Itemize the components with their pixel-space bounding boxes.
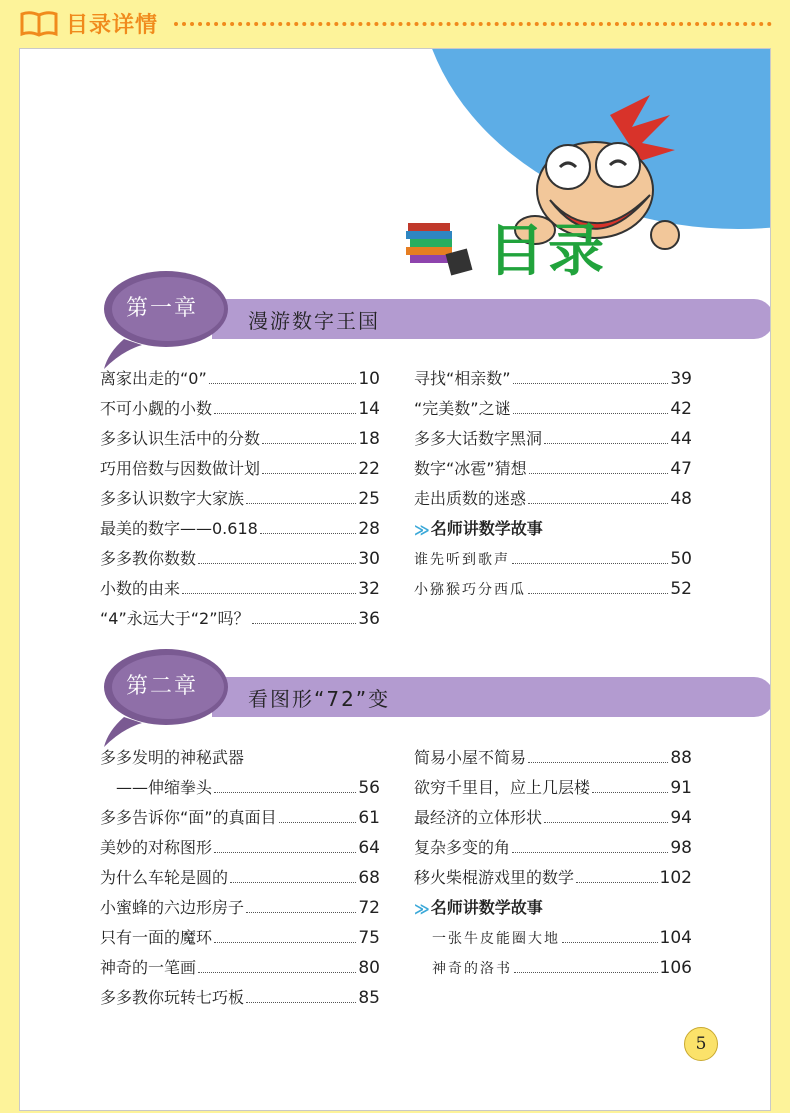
toc-entry[interactable]: 最经济的立体形状 94 — [414, 808, 692, 828]
toc-entry[interactable]: 小蜜蜂的六边形房子 72 — [100, 898, 380, 918]
toc-entry[interactable]: 走出质数的迷惑 48 — [414, 489, 692, 509]
story-entry[interactable]: 一张牛皮能圈大地 104 — [432, 928, 692, 948]
toc-entry[interactable]: 最美的数字——0.618 28 — [100, 519, 380, 539]
toc-entry[interactable]: 多多大话数字黑洞 44 — [414, 429, 692, 449]
toc-entry[interactable]: 寻找“相亲数” 39 — [414, 369, 692, 389]
chapter-title: 漫游数字王国 — [248, 309, 380, 333]
chapter-title: 看图形“72”变 — [248, 687, 391, 711]
toc-entry[interactable]: 数字“冰雹”猜想 47 — [414, 459, 692, 479]
chapter-1-header — [102, 269, 712, 369]
page-number-badge: 5 — [684, 1027, 718, 1061]
toc-entry[interactable]: “完美数”之谜 42 — [414, 399, 692, 419]
books-stack-icon — [404, 217, 476, 277]
header-title: 目录详情 — [66, 13, 159, 38]
double-chevron-icon: ≫ — [414, 900, 427, 918]
header-dotted-rule — [174, 22, 772, 26]
toc-entry[interactable]: “4”永远大于“2”吗？ 36 — [100, 609, 380, 629]
story-entry[interactable]: 小猕猴巧分西瓜 52 — [414, 579, 692, 599]
double-chevron-icon: ≫ — [414, 521, 427, 539]
toc-entry[interactable]: 多多教你玩转七巧板 85 — [100, 988, 380, 1008]
chapter-badge-label: 第一章 — [126, 296, 199, 321]
toc-entry[interactable]: 简易小屋不简易 88 — [414, 748, 692, 768]
toc-entry[interactable]: 欲穷千里目，应上几层楼 91 — [414, 778, 692, 798]
stories-section-heading: ≫ 名师讲数学故事 — [414, 898, 543, 918]
chapter-badge-label: 第二章 — [126, 674, 199, 699]
toc-heading: 目录 — [488, 219, 608, 284]
story-entry[interactable]: 神奇的洛书 106 — [432, 958, 692, 978]
open-book-icon — [20, 11, 58, 37]
toc-entry[interactable]: 只有一面的魔环 75 — [100, 928, 380, 948]
toc-entry[interactable]: 多多告诉你“面”的真面目 61 — [100, 808, 380, 828]
toc-entry[interactable]: 移火柴棍游戏里的数学 102 — [414, 868, 692, 888]
toc-entry[interactable]: 神奇的一笔画 80 — [100, 958, 380, 978]
toc-entry[interactable]: 多多认识生活中的分数 18 — [100, 429, 380, 449]
toc-entry[interactable]: 多多认识数字大家族 25 — [100, 489, 380, 509]
story-entry[interactable]: 谁先听到歌声 50 — [414, 549, 692, 569]
header-bar — [0, 0, 790, 48]
toc-entry[interactable]: 复杂多变的角 98 — [414, 838, 692, 858]
toc-entry[interactable]: 巧用倍数与因数做计划 22 — [100, 459, 380, 479]
toc-entry[interactable]: 离家出走的“0” 10 — [100, 369, 380, 389]
toc-entry[interactable]: ——伸缩拳头 56 — [116, 778, 380, 798]
toc-entry[interactable]: 多多教你数数 30 — [100, 549, 380, 569]
chapter-2-header — [102, 647, 712, 747]
toc-entry[interactable]: 美妙的对称图形 64 — [100, 838, 380, 858]
toc-entry[interactable]: 不可小觑的小数 14 — [100, 399, 380, 419]
toc-entry[interactable]: 小数的由来 32 — [100, 579, 380, 599]
toc-entry[interactable]: 为什么车轮是圆的 68 — [100, 868, 380, 888]
toc-entry[interactable]: 多多发明的神秘武器 — [100, 748, 245, 767]
stories-section-heading: ≫ 名师讲数学故事 — [414, 519, 543, 539]
toc-page — [19, 48, 771, 1111]
